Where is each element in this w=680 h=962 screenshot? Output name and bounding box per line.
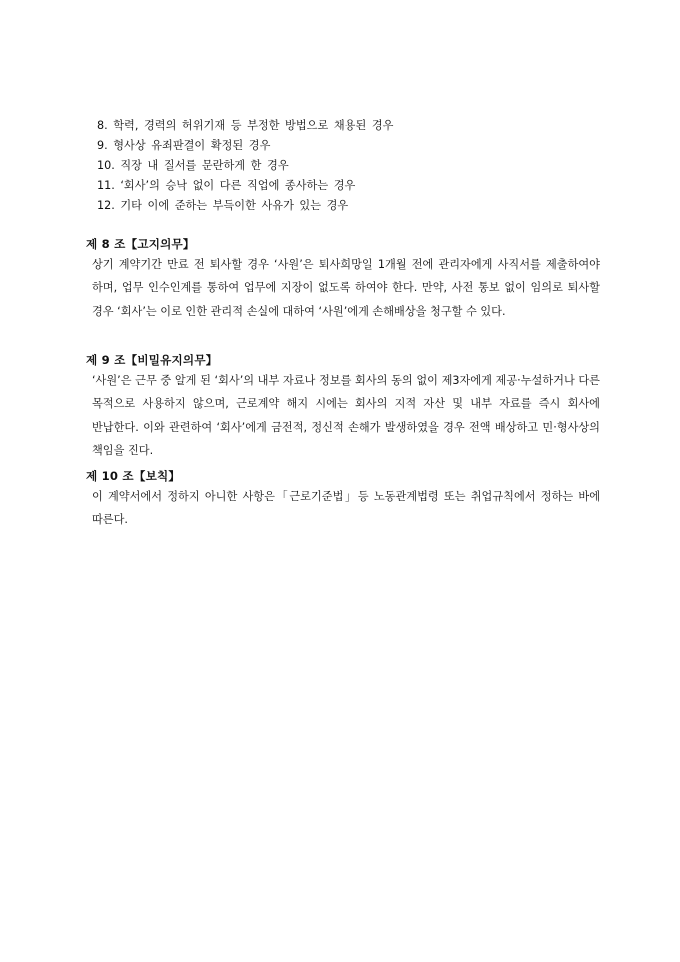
- termination-reasons-list: [97, 116, 617, 216]
- article-title: 제 10 조【보칙】: [86, 469, 181, 483]
- list-item: 12. 기타 이에 준하는 부득이한 사유가 있는 경우: [97, 199, 349, 212]
- article-title: 제 8 조【고지의무】: [86, 237, 195, 251]
- article-title: 제 9 조【비밀유지의무】: [86, 353, 218, 367]
- article-body: 상기 계약기간 만료 전 퇴사할 경우 ‘사원’은 퇴사희망일 1개월 전에 관리자에게 사직서를 제출하여야 하며, 업무 인수인계를 통하여 업무에 지장이 없도록 하여야 한다. 만약, 사전 통보 없이 임의로 퇴사할 경우 ‘회사’는 이로 인한 관리적 손실에 대하여 ‘사원’에게 손해배상을 청구할 수 있다.: [92, 258, 600, 318]
- article-8-notice-duty: [86, 235, 600, 323]
- article-9-confidentiality: [86, 351, 600, 462]
- list-item: 9. 형사상 유죄판결이 확정된 경우: [97, 139, 271, 152]
- article-body: ‘사원’은 근무 중 알게 된 ‘회사’의 내부 자료나 정보를 회사의 동의 없이 제3자에게 제공·누설하거나 다른 목적으로 사용하지 않으며, 근로계약 해지 시에는 회사의 지적 자산 및 내부 자료를 즉시 회사에 반납한다. 이와 관련하여 ‘회사’에게 금전적, 정신적 손해가 발생하였을 경우 전액 배상하고 민·형사상의 책임을 진다.: [92, 374, 600, 457]
- article-10-supplementary-rules: [86, 467, 600, 532]
- list-item: 10. 직장 내 질서를 문란하게 한 경우: [97, 159, 289, 172]
- list-item: 11. ‘회사’의 승낙 없이 다른 직업에 종사하는 경우: [97, 179, 356, 192]
- article-body: 이 계약서에서 정하지 아니한 사항은「근로기준법」등 노동관계법령 또는 취업규칙에서 정하는 바에 따른다.: [92, 490, 600, 527]
- list-item: 8. 학력, 경력의 허위기재 등 부정한 방법으로 채용된 경우: [97, 119, 394, 132]
